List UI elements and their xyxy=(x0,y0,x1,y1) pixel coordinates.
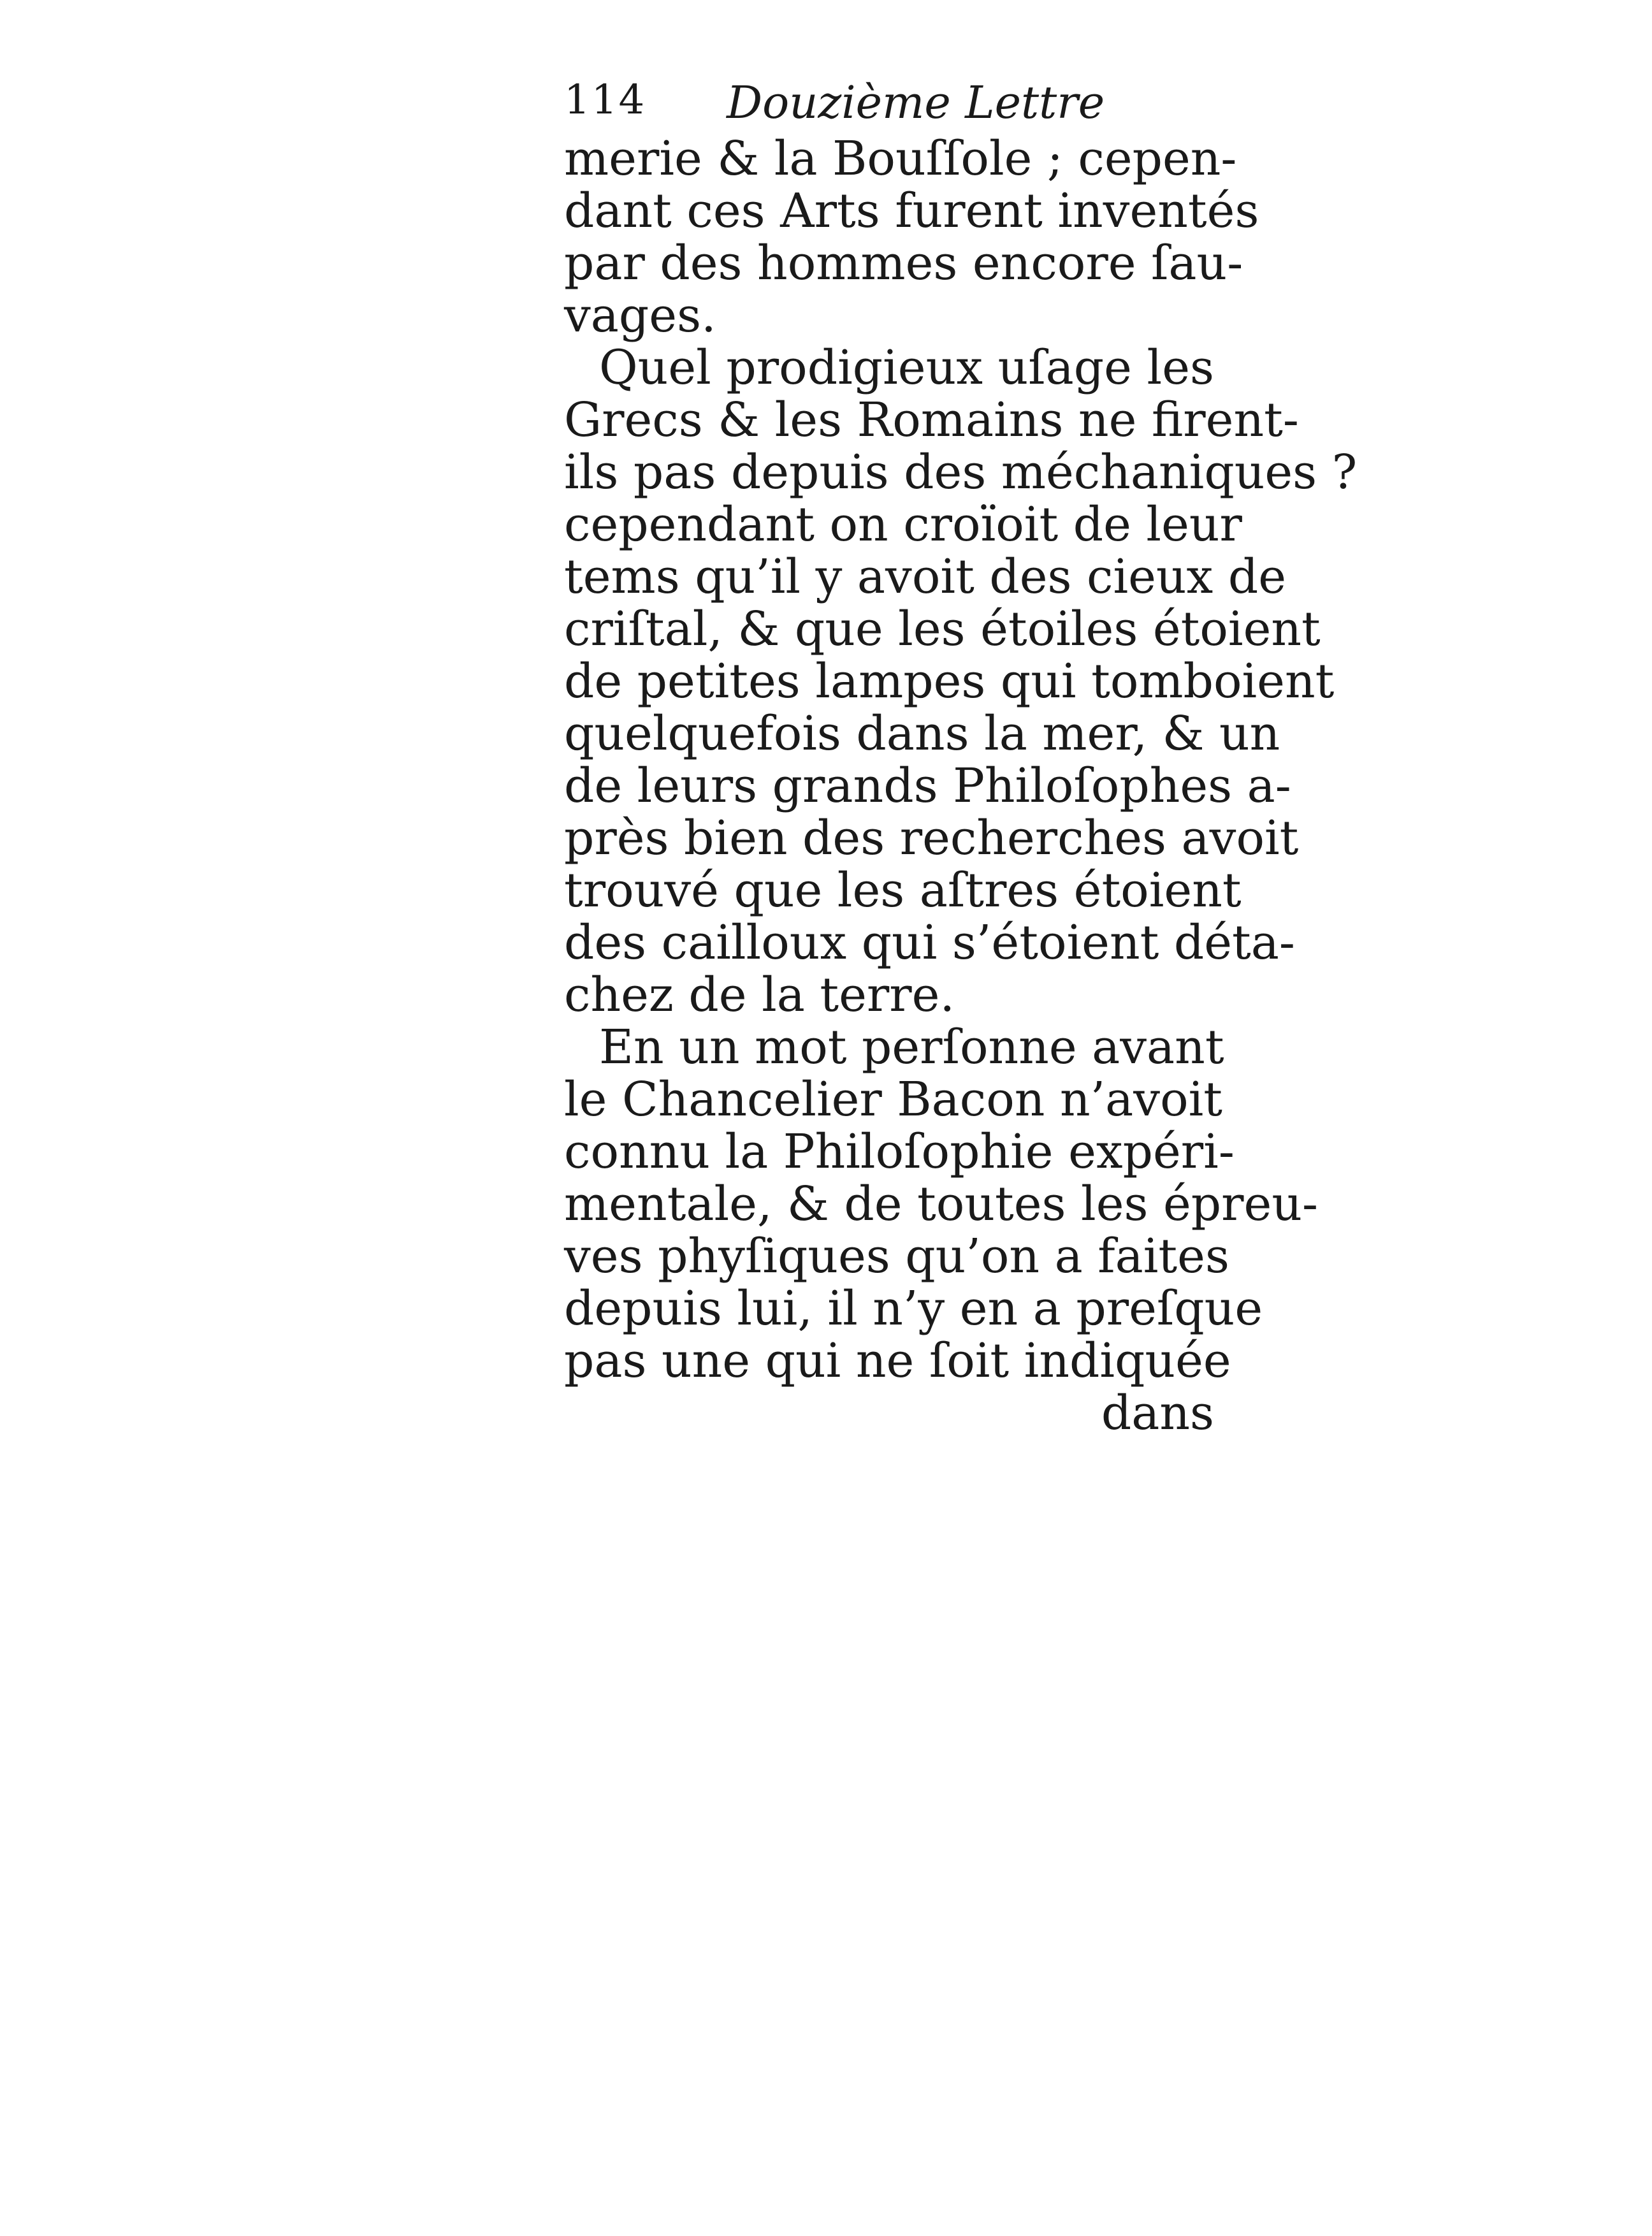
text-line: près bien des recherches avoit xyxy=(564,811,1299,866)
text-line: cependant on croïoit de leur xyxy=(564,497,1242,552)
text-line: connu la Philoſophie expéri- xyxy=(564,1124,1235,1179)
text-line: des cailloux qui s’étoient déta- xyxy=(564,915,1295,970)
text-line: de petites lampes qui tomboient xyxy=(564,654,1335,709)
text-line: tems qu’il y avoit des cieux de xyxy=(564,549,1286,604)
text-line: criſtal, & que les étoiles étoient xyxy=(564,602,1321,657)
text-line: mentale, & de toutes les épreu- xyxy=(564,1177,1318,1231)
text-line: vages. xyxy=(564,288,716,343)
page-number: 114 xyxy=(564,76,646,124)
text-line: par des hommes encore ſau- xyxy=(564,236,1243,291)
text-line: chez de la terre. xyxy=(564,968,955,1022)
text-line: trouvé que les aſtres étoient xyxy=(564,863,1242,918)
text-line: depuis lui, il n’y en a preſque xyxy=(564,1281,1263,1336)
catchword: dans xyxy=(1101,1386,1214,1441)
text-line: Grecs & les Romains ne firent- xyxy=(564,393,1299,447)
paragraph-start-line: En un mot perſonne avant xyxy=(599,1020,1224,1075)
text-line: quelquefois dans la mer, & un xyxy=(564,706,1280,761)
running-title: Douzième Lettre xyxy=(727,76,1105,129)
text-line: pas une qui ne ſoit indiquée xyxy=(564,1333,1231,1388)
text-line: de leurs grands Philoſophes a- xyxy=(564,759,1291,813)
body-text xyxy=(564,131,1358,1441)
text-line: dant ces Arts furent inventés xyxy=(564,184,1259,238)
text-line: ves phyſiques qu’on a faites xyxy=(564,1229,1229,1284)
paragraph-start-line: Quel prodigieux uſage les xyxy=(599,340,1214,395)
text-line: ils pas depuis des méchaniques ? xyxy=(564,445,1358,500)
text-line: le Chancelier Bacon n’avoit xyxy=(564,1072,1223,1127)
text-line: merie & la Bouſſole ; cepen- xyxy=(564,131,1237,186)
